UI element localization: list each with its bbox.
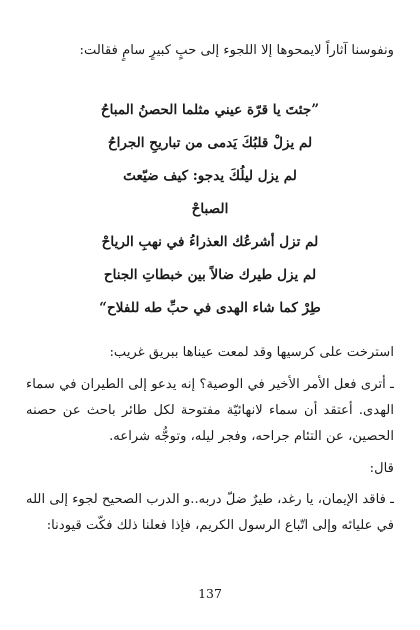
poem-line: لم تزل أشرعُك العذراءُ في نهبِ الرياحْ (101, 234, 319, 250)
dialogue-paragraph: ـ فاقد الإيمان، يا رغد، طيرٌ ضلّ دربه..و الدرب الصحيح لجوء إلى الله في عليائه وإلى اتّباع الرسول الكريم، فإذا فعلنا ذلك فكّت قيودنا: (26, 492, 394, 533)
dialogue-paragraph: ـ أترى فعل الأمر الأخير في الوصية؟ إنه يدعو إلى الطيران في سماء الهدى. أعتقد أن سماء لانهائيّة مفتوحة لكل طائر باحث عن حصنه الحصين، عن التئام جراحه، وفجر ليله، وتوجُّه شراعه. (26, 377, 394, 444)
poem-line: لم يزل طيرك ضالاً بين خبطاتِ الجناح (103, 267, 317, 283)
poem-line: الصباحْ (191, 201, 229, 217)
speaker-label: قال: (369, 461, 394, 476)
poem-line: طِرْ كما شاء الهدى في حبِّ طه للفلاح“ (99, 300, 321, 316)
narration-paragraph: استرخت على كرسيها وقد لمعت عيناها ببريق غريب: (109, 345, 394, 360)
page-number: 137 (198, 586, 222, 601)
poem-line: لم يزل ليلُكَ يدجو: كيف ضيّعتَ (123, 168, 297, 184)
poem-line: ”جئتَ يا قرّة عيني مثلما الحصنُ المباحُ (100, 102, 320, 118)
poem-stanza (26, 94, 394, 325)
poem-line: لم يزلْ قلبُكَ يَدمى من تباريحِ الجراحُ (107, 135, 313, 151)
intro-paragraph: ونفوسنا آثاراً لايمحوها إلا اللجوء إلى حبٍ كبيرٍ سامٍ فقالت: (79, 43, 394, 58)
